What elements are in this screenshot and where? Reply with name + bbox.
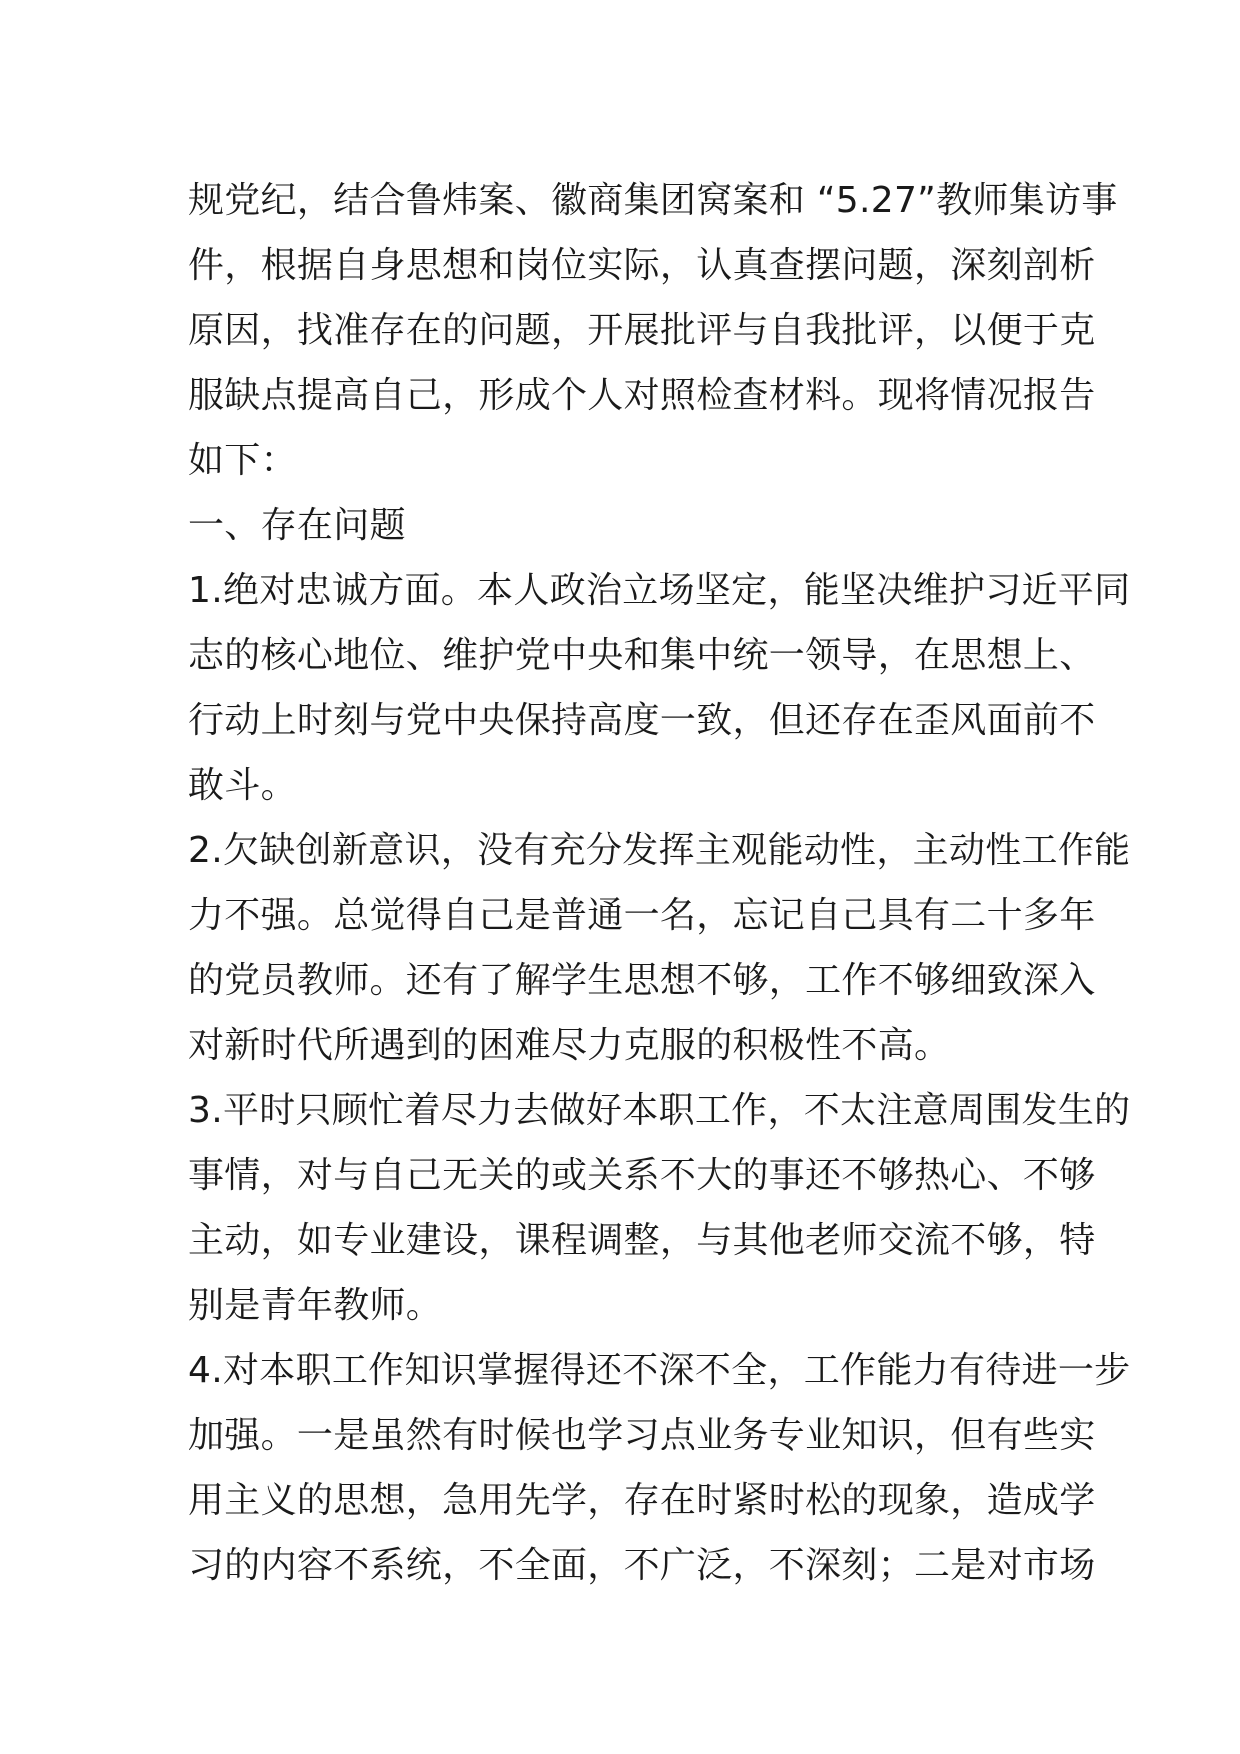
text-line: 力不强。总觉得自己是普通一名，忘记自己具有二十多年 <box>188 895 1096 936</box>
text-line: 对新时代所遇到的困难尽力克服的积极性不高。 <box>188 1025 951 1066</box>
text-line: 2.欠缺创新意识，没有充分发挥主观能动性，主动性工作能 <box>188 830 1131 871</box>
text-line: 原因，找准存在的问题，开展批评与自我批评，以便于克 <box>188 310 1096 351</box>
text-line: 事情，对与自己无关的或关系不大的事还不够热心、不够 <box>188 1155 1096 1196</box>
text-line: 1.绝对忠诚方面。本人政治立场坚定，能坚决维护习近平同 <box>188 570 1131 611</box>
text-line: 志的核心地位、维护党中央和集中统一领导，在思想上、 <box>188 635 1096 676</box>
text-line: 习的内容不系统，不全面，不广泛，不深刻；二是对市场 <box>188 1545 1096 1586</box>
text-line: 规党纪，结合鲁炜案、徽商集团窝案和 “5.27”教师集访事 <box>188 180 1118 221</box>
text-line: 别是青年教师。 <box>188 1285 443 1326</box>
document-body <box>188 168 1131 1598</box>
text-line: 行动上时刻与党中央保持高度一致，但还存在歪风面前不 <box>188 700 1096 741</box>
text-line: 4.对本职工作知识掌握得还不深不全，工作能力有待进一步 <box>188 1350 1131 1391</box>
text-line: 的党员教师。还有了解学生思想不够，工作不够细致深入 <box>188 960 1096 1001</box>
text-line: 主动，如专业建设，课程调整，与其他老师交流不够，特 <box>188 1220 1096 1261</box>
text-line: 3.平时只顾忙着尽力去做好本职工作，不太注意周围发生的 <box>188 1090 1131 1131</box>
section-heading: 一、存在问题 <box>188 505 406 546</box>
text-line: 敢斗。 <box>188 765 297 806</box>
text-line: 加强。一是虽然有时候也学习点业务专业知识，但有些实 <box>188 1415 1096 1456</box>
text-line: 如下： <box>188 440 297 481</box>
text-line: 服缺点提高自己，形成个人对照检查材料。现将情况报告 <box>188 375 1096 416</box>
text-line: 用主义的思想，急用先学，存在时紧时松的现象，造成学 <box>188 1480 1096 1521</box>
text-line: 件，根据自身思想和岗位实际，认真查摆问题，深刻剖析 <box>188 245 1096 286</box>
